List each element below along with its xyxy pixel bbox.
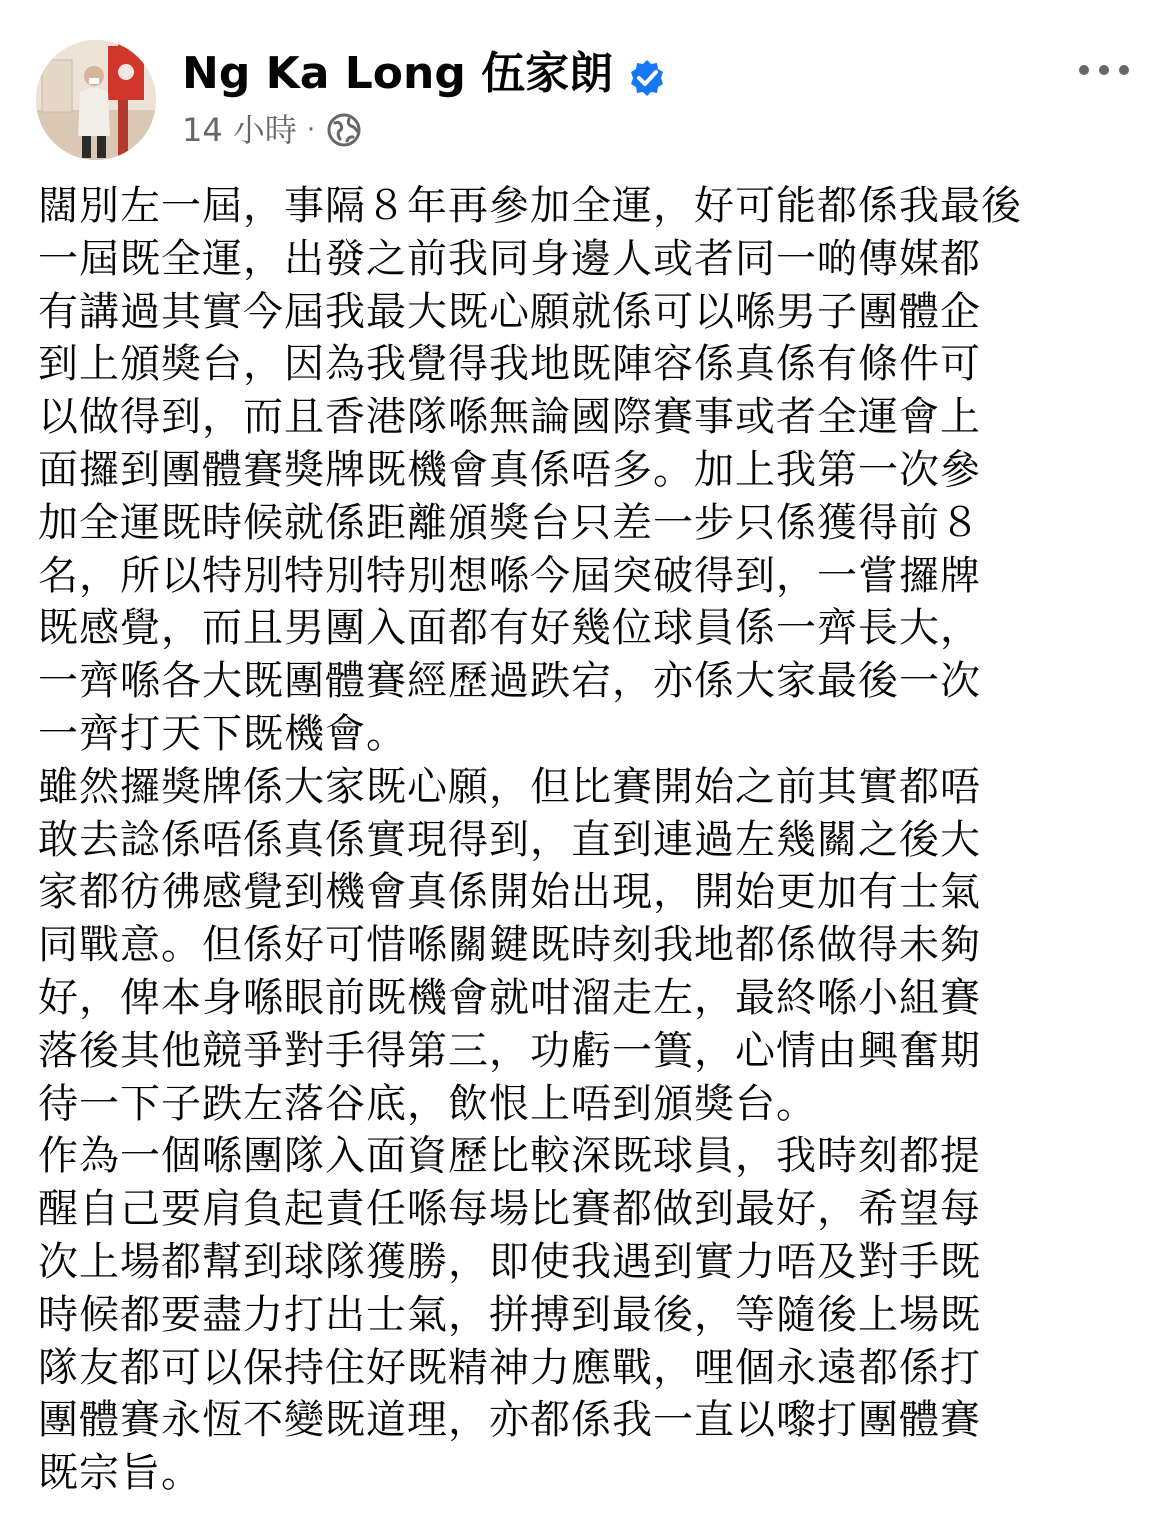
post-body xyxy=(38,180,1138,1500)
meta-separator: · xyxy=(306,115,316,145)
post-body-line: 既宗旨。 xyxy=(38,1450,202,1497)
post-body-line: 團體賽永恆不變既道理，亦都係我一直以嚟打團體賽 xyxy=(38,1397,981,1444)
post-body-line: 一齊喺各大既團體賽經歷過跌宕，亦係大家最後一次 xyxy=(38,658,981,705)
post-timestamp[interactable]: 14 小時 xyxy=(182,111,297,149)
verified-badge-icon xyxy=(627,54,667,94)
post-body-line: 一屆既全運，出發之前我同身邊人或者同一啲傳媒都 xyxy=(38,235,981,282)
post-body-line: 家都彷彿感覺到機會真係開始出現，開始更加有士氣 xyxy=(38,869,981,916)
post-body-line: 落後其他競爭對手得第三，功虧一簣，心情由興奮期 xyxy=(38,1027,981,1074)
post-body-line: 名，所以特別特別特別想喺今屆突破得到，一嘗攞牌 xyxy=(38,552,981,599)
more-options-button[interactable] xyxy=(1072,48,1136,92)
post-body-line: 醒自己要肩負起責任喺每場比賽都做到最好，希望每 xyxy=(38,1186,981,1233)
post-body-line: 以做得到，而且香港隊喺無論國際賽事或者全運會上 xyxy=(38,394,981,441)
post-body-line: 同戰意。但係好可惜喺關鍵既時刻我地都係做得未夠 xyxy=(38,922,981,969)
more-options-icon xyxy=(1072,48,1136,92)
post-body-line: 一齊打天下既機會。 xyxy=(38,710,407,757)
post-body-line: 闊別左一屆，事隔８年再參加全運，好可能都係我最後 xyxy=(38,183,1022,229)
post-body-line: 有講過其實今屆我最大既心願就係可以喺男子團體企 xyxy=(38,288,981,335)
post-body-line: 雖然攞獎牌係大家既心願，但比賽開始之前其實都唔 xyxy=(38,763,981,810)
post-body-line: 好，俾本身喺眼前既機會就咁溜走左，最終喺小組賽 xyxy=(38,974,981,1021)
post-body-line: 次上場都幫到球隊獲勝，即使我遇到實力唔及對手既 xyxy=(38,1238,981,1285)
post-meta xyxy=(182,108,363,152)
post-body-line: 既感覺，而且男團入面都有好幾位球員係一齊長大， xyxy=(38,605,981,652)
post-body-line: 時候都要盡力打出士氣，拼搏到最後，等隨後上場既 xyxy=(38,1291,981,1338)
post-body-line: 隊友都可以保持住好既精神力應戰，哩個永遠都係打 xyxy=(38,1344,981,1391)
avatar-photo xyxy=(36,40,156,160)
post-body-line: 面攞到團體賽獎牌既機會真係唔多。加上我第一次參 xyxy=(38,446,981,493)
post-body-line: 作為一個喺團隊入面資歷比較深既球員，我時刻都提 xyxy=(38,1133,981,1180)
post-body-line: 到上頒獎台，因為我覺得我地既陣容係真係有條件可 xyxy=(38,341,981,388)
post-body-line: 加全運既時候就係距離頒獎台只差一步只係獲得前８ xyxy=(38,499,981,546)
post-body-line: 待一下子跌左落谷底，飲恨上唔到頒獎台。 xyxy=(38,1080,817,1127)
avatar[interactable] xyxy=(36,40,156,160)
globe-icon xyxy=(325,111,363,149)
post-header xyxy=(0,0,1170,170)
author-name[interactable] xyxy=(182,44,667,104)
author-name-text[interactable]: Ng Ka Long 伍家朗 xyxy=(182,48,614,99)
post-body-line: 敢去諗係唔係真係實現得到，直到連過左幾關之後大 xyxy=(38,816,981,863)
